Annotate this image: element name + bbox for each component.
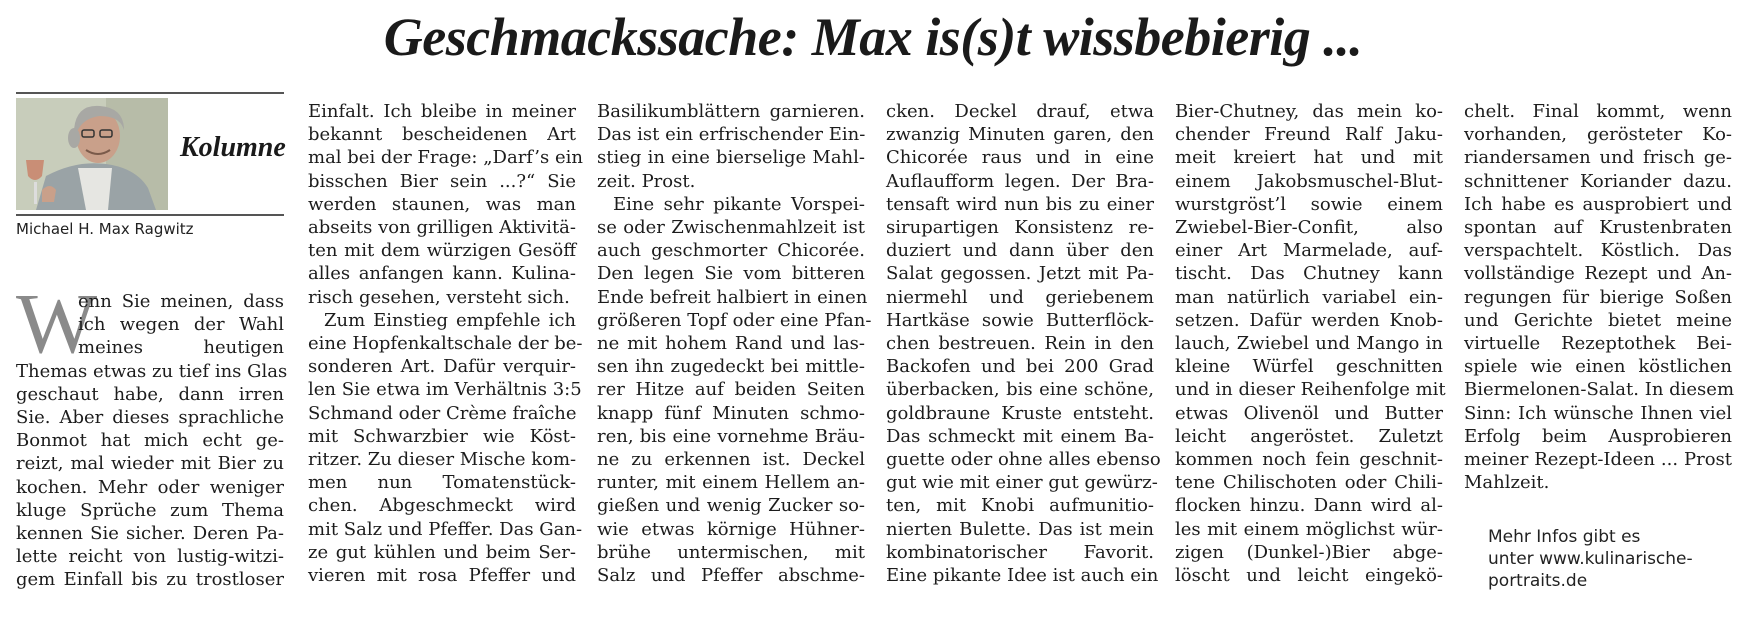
text-line: gut wie mit einer gut gewürz- — [886, 472, 1158, 494]
text-line: Einfalt. Ich bleibe in meiner — [308, 101, 576, 122]
text-line: geschaut habe, dann irren — [16, 383, 284, 405]
text-line: wie etwas körnige Hühner- — [597, 518, 865, 540]
text-line: Bonmot hat mich echt ge- — [16, 430, 284, 452]
text-line: ren, bis eine vornehme Bräu- — [597, 425, 865, 447]
text-line: setzen. Dafür werden Knob- — [1175, 309, 1443, 331]
more-info-line: portraits.de — [1488, 571, 1588, 591]
author-photo — [16, 98, 168, 210]
text-line: rer Hitze auf beiden Seiten — [597, 379, 865, 401]
text-line: kluge Sprüche zum Thema — [16, 499, 284, 521]
text-line: ritzer. Zu dieser Mische kom- — [308, 449, 577, 471]
text-line: Das schmeckt mit einem Ba- — [886, 425, 1154, 447]
text-line: verspachtelt. Köstlich. Das — [1464, 240, 1732, 262]
text-line: knapp fünf Minuten schmo- — [597, 402, 865, 424]
text-line: überbacken, bis eine schöne, — [886, 379, 1154, 401]
text-line: kochen. Mehr oder weniger — [16, 476, 284, 498]
text-line: lauch, Zwiebel und Mango in — [1175, 333, 1443, 355]
text-line: bisschen Bier sein ...?“ Sie — [308, 170, 576, 192]
text-line: Ich habe es ausprobiert und — [1464, 193, 1732, 215]
text-line: chelt. Final kommt, wenn — [1464, 101, 1732, 122]
more-info-line: Mehr Infos gibt es — [1488, 527, 1641, 547]
text-line: einem Jakobsmuschel-Blut- — [1175, 170, 1443, 192]
article-column-5 — [1175, 100, 1446, 587]
article-column-4 — [886, 100, 1161, 587]
text-line: men nun Tomatenstück- — [308, 472, 576, 494]
text-line: cken. Deckel drauf, etwa — [886, 101, 1154, 122]
text-line: schnittener Koriander dazu. — [1464, 170, 1732, 192]
article-column-2 — [308, 100, 583, 587]
text-line: kombinatorischer Favorit. — [886, 541, 1154, 563]
text-line: Themas etwas zu tief ins Glas — [16, 360, 288, 382]
text-line: Das ist ein erfrischender Ein- — [597, 124, 866, 146]
author-portrait-image — [16, 98, 168, 210]
text-line: enn Sie meinen, dass — [78, 291, 284, 312]
text-line: eine Hopfenkaltschale der be- — [308, 333, 583, 355]
text-line: Den legen Sie vom bitteren — [597, 263, 865, 285]
text-line: ne zu erkennen ist. Deckel — [597, 449, 865, 471]
text-line: les mit einem möglichst wür- — [1175, 518, 1443, 540]
text-line: einer Art Marmelade, auf- — [1175, 240, 1443, 262]
text-line: Auflaufform legen. Der Bra- — [886, 170, 1154, 192]
text-line: regungen für bierige Soßen — [1464, 286, 1732, 308]
text-line: ten mit dem würzigen Gesöff — [308, 240, 576, 262]
text-line: Schmand oder Crème fraîche — [308, 402, 577, 424]
text-line: Chicorée raus und in eine — [886, 147, 1154, 169]
text-line: vollständige Rezept und An- — [1464, 263, 1732, 285]
text-line: chen. Abgeschmeckt wird — [308, 495, 576, 517]
text-line: chender Freund Ralf Jaku- — [1175, 124, 1443, 146]
author-box — [16, 92, 284, 216]
text-line: meiner Rezept-Ideen ... Prost — [1464, 449, 1732, 471]
text-line: chen bestreuen. Rein in den — [886, 333, 1154, 355]
article-column-3 — [597, 100, 872, 587]
text-line: Eine sehr pikante Vorspei- — [613, 193, 865, 215]
text-line: zigen (Dunkel-)Bier abge- — [1175, 541, 1443, 563]
text-line: zeit. Prost. — [597, 170, 696, 192]
text-line: stieg in eine bierselige Mahl- — [597, 147, 865, 169]
text-line: sirupartigen Konsistenz re- — [886, 217, 1154, 239]
text-line: gießen und wenig Zucker so- — [597, 495, 865, 517]
text-line: Sie. Aber dieses sprachliche — [16, 407, 284, 429]
text-line: tene Chilischoten oder Chili- — [1175, 472, 1443, 494]
text-line: mit Salz und Pfeffer. Das Gan- — [308, 518, 583, 540]
more-info-box — [1488, 526, 1693, 592]
text-line: ich wegen der Wahl — [78, 314, 284, 336]
text-line: Ende befreit halbiert in einen — [597, 286, 868, 308]
dropcap: W — [16, 275, 98, 371]
article-column-6 — [1464, 100, 1735, 494]
text-line: meines heutigen — [78, 337, 284, 359]
text-line: virtuelle Rezeptothek Bei- — [1464, 333, 1732, 355]
text-line: sonderen Art. Dafür verquir- — [308, 356, 576, 378]
text-line: und in dieser Reihenfolge mit — [1175, 379, 1446, 401]
text-line: bekannt bescheidenen Art — [308, 124, 576, 146]
text-line: Zum Einstieg empfehle ich — [324, 309, 576, 331]
text-line: riandersamen und frisch ge- — [1464, 147, 1732, 169]
text-line: ze gut kühlen und beim Ser- — [308, 541, 576, 563]
text-line: reizt, mal wieder mit Bier zu — [16, 453, 284, 475]
kolumne-label: Kolumne — [180, 132, 286, 163]
text-line: vieren mit rosa Pfeffer und — [308, 565, 576, 587]
text-line: alles anfangen kann. Kulina- — [308, 263, 576, 285]
text-line: Salat gegossen. Jetzt mit Pa- — [886, 263, 1154, 285]
more-info-line: unter www.kulinarische- — [1488, 549, 1693, 569]
text-line: leicht angeröstet. Zuletzt — [1175, 425, 1443, 447]
text-line: Basilikumblättern garnieren. — [597, 101, 865, 122]
text-line: spontan auf Krustenbraten — [1464, 217, 1732, 239]
text-line: guette oder ohne alles ebenso — [886, 449, 1161, 471]
text-line: und Gerichte bietet meine — [1464, 309, 1732, 331]
text-line: Erfolg beim Ausprobieren — [1464, 425, 1732, 447]
article-column-1 — [16, 275, 288, 592]
text-line: zwanzig Minuten garen, den — [886, 124, 1154, 146]
text-line: etwas Olivenöl und Butter — [1175, 402, 1443, 424]
text-line: niermehl und geriebenem — [886, 286, 1154, 308]
text-line: größeren Topf oder eine Pfan- — [597, 309, 872, 331]
text-line: Hartkäse sowie Butterflöck- — [886, 309, 1154, 331]
text-line: goldbraune Kruste entsteht. — [886, 402, 1154, 424]
text-line: Sinn: Ich wünsche Ihnen viel — [1464, 402, 1732, 424]
text-line: meit kreiert hat und mit — [1175, 147, 1443, 169]
text-line: kennen Sie sicher. Deren Pa- — [16, 523, 284, 545]
text-line: nierten Bulette. Das ist mein — [886, 518, 1154, 540]
text-line: vorhanden, gerösteter Ko- — [1464, 124, 1732, 146]
text-line: spiele wie einen köstlichen — [1464, 356, 1732, 378]
text-line: löscht und leicht eingekö- — [1175, 565, 1443, 587]
text-line: risch gesehen, versteht sich. — [308, 286, 570, 308]
text-line: tensaft wird nun bis zu einer — [886, 193, 1154, 215]
text-line: flocken hinzu. Dann wird al- — [1175, 495, 1443, 517]
text-line: Eine pikante Idee ist auch ein — [886, 565, 1159, 587]
text-line: abseits von grilligen Aktivitä- — [308, 217, 576, 239]
text-line: Backofen und bei 200 Grad — [886, 356, 1154, 378]
text-line: man natürlich variabel ein- — [1175, 286, 1443, 308]
headline: Geschmackssache: Max is(s)t wissbebierig ... — [383, 7, 1363, 67]
text-line: tischt. Das Chutney kann — [1175, 263, 1443, 285]
text-line: wurstgröst’l sowie einem — [1175, 193, 1443, 215]
author-name: Michael H. Max Ragwitz — [16, 220, 194, 238]
text-line: auch geschmorter Chicorée. — [597, 240, 865, 262]
text-line: Biermelonen-Salat. In diesem — [1464, 379, 1735, 401]
text-line: gem Einfall bis zu trostloser — [16, 569, 284, 591]
text-line: mit Schwarzbier wie Köst- — [308, 425, 576, 447]
text-line: kommen noch fein geschnit- — [1175, 449, 1443, 471]
text-line: kleine Würfel geschnitten — [1175, 356, 1443, 378]
text-line: Zwiebel-Bier-Confit, also — [1175, 217, 1443, 239]
text-line: ne mit hohem Rand und las- — [597, 333, 865, 355]
text-line: Bier-Chutney, das mein ko- — [1175, 101, 1443, 122]
text-line: lette reicht von lustig-witzi- — [16, 546, 284, 568]
text-line: mal bei der Frage: „Darf’s ein — [308, 147, 583, 169]
text-line: sen ihn zugedeckt bei mittle- — [597, 356, 865, 378]
text-line: ten, mit Knobi aufmunitio- — [886, 495, 1154, 517]
text-line: Mahlzeit. — [1464, 472, 1550, 494]
text-line: runter, mit einem Hellem an- — [597, 472, 865, 494]
text-line: brühe untermischen, mit — [597, 541, 865, 563]
text-line: duziert und dann über den — [886, 240, 1154, 262]
text-line: Salz und Pfeffer abschme- — [597, 565, 865, 587]
text-line: werden staunen, was man — [308, 193, 576, 215]
text-line: len Sie etwa im Verhältnis 3:5 — [308, 379, 582, 401]
text-line: se oder Zwischenmahlzeit ist — [597, 217, 865, 239]
